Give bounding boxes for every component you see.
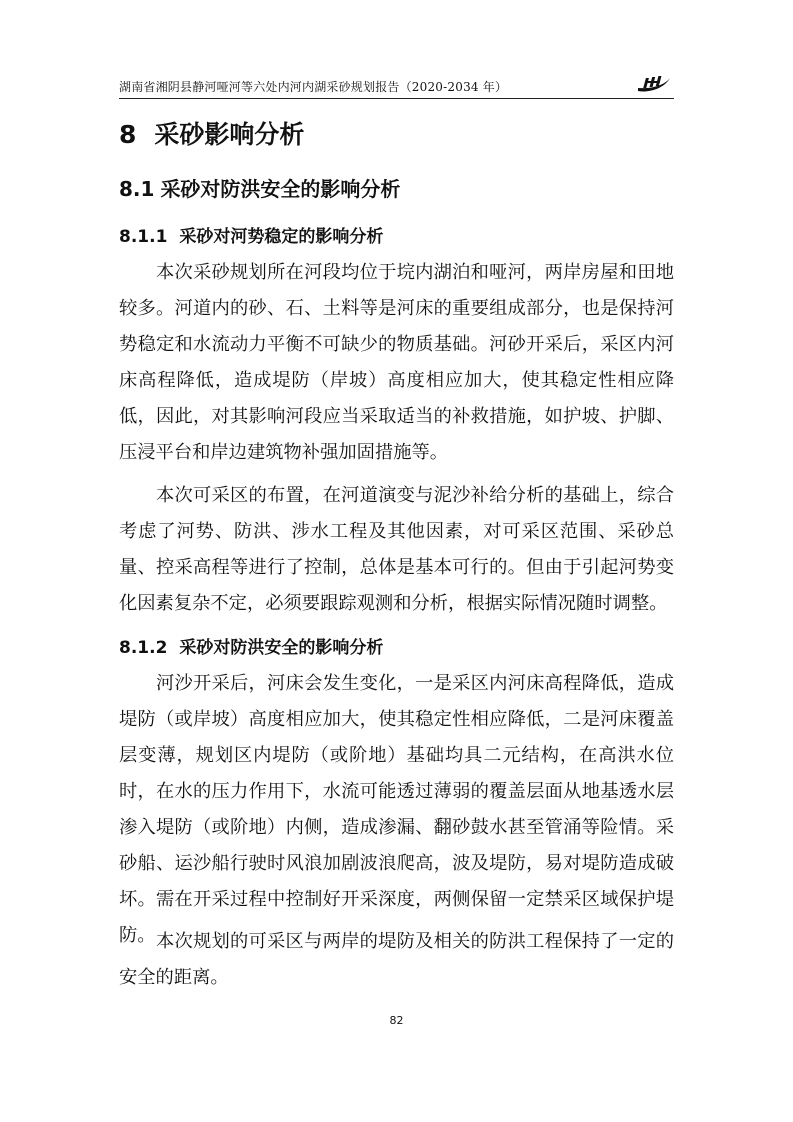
chapter-title-text: 采砂影响分析 (154, 120, 305, 149)
body-paragraph: 本次采砂规划所在河段均位于垸内湖泊和哑河，两岸房屋和田地较多。河道内的砂、石、土料等是河床的重要组成部分，也是保持河势稳定和水流动力平衡不可缺少的物质基础。河砂开采后，采区内河床高程降低，造成堤防（岸坡）高度相应加大，使其稳定性相应降低，因此，对其影响河段应当采取适当的补救措施，如护坡、护脚、压浸平台和岸边建筑物补强加固措施等。 (119, 262, 674, 463)
section-title (119, 173, 400, 202)
section-number: 8.1 (119, 177, 155, 201)
subsection-number: 8.1.2 (119, 638, 168, 658)
body-paragraph: 河沙开采后，河床会发生变化，一是采区内河床高程降低，造成堤防（或岸坡）高度相应加大，使其稳定性相应降低，二是河床覆盖层变薄，规划区内堤防（或阶地）基础均具二元结构，在高洪水位时，在水的压力作用下，水流可能透过薄弱的覆盖层面从地基透水层渗入堤防（或阶地）内侧，造成渗漏、翻砂鼓水甚至管涌等险情。采砂船、运沙船行驶时风浪加剧波浪爬高，波及堤防，易对堤防造成破坏。需在开采过程中控制好开采深度，两侧保留一定禁采区域保护堤防。 (119, 673, 674, 946)
section-title-text: 采砂对防洪安全的影响分析 (160, 177, 401, 201)
company-logo-icon (634, 74, 672, 94)
chapter-number: 8 (119, 120, 137, 149)
subsection-title-text: 采砂对河势稳定的影响分析 (179, 227, 384, 247)
body-paragraph: 本次可采区的布置，在河道演变与泥沙补给分析的基础上，综合考虑了河势、防洪、涉水工程及其他因素，对可采区范围、采砂总量、控采高程等进行了控制，总体是基本可行的。但由于引起河势变化因素复杂不定，必须要跟踪观测和分析，根据实际情况随时调整。 (119, 485, 674, 614)
body-paragraph: 本次规划的可采区与两岸的堤防及相关的防洪工程保持了一定的安全的距离。 (119, 931, 674, 988)
subsection-number: 8.1.1 (119, 227, 168, 247)
chapter-title (119, 115, 304, 151)
page-number: 82 (389, 1014, 404, 1027)
page-header (119, 74, 674, 98)
header-title: 湖南省湘阴县静河哑河等六处内河内湖采砂规划报告（2020-2034 年） (119, 80, 508, 94)
subsection-title (119, 633, 383, 658)
subsection-title-text: 采砂对防洪安全的影响分析 (179, 638, 384, 658)
subsection-title (119, 222, 383, 247)
header-rule (119, 98, 674, 99)
